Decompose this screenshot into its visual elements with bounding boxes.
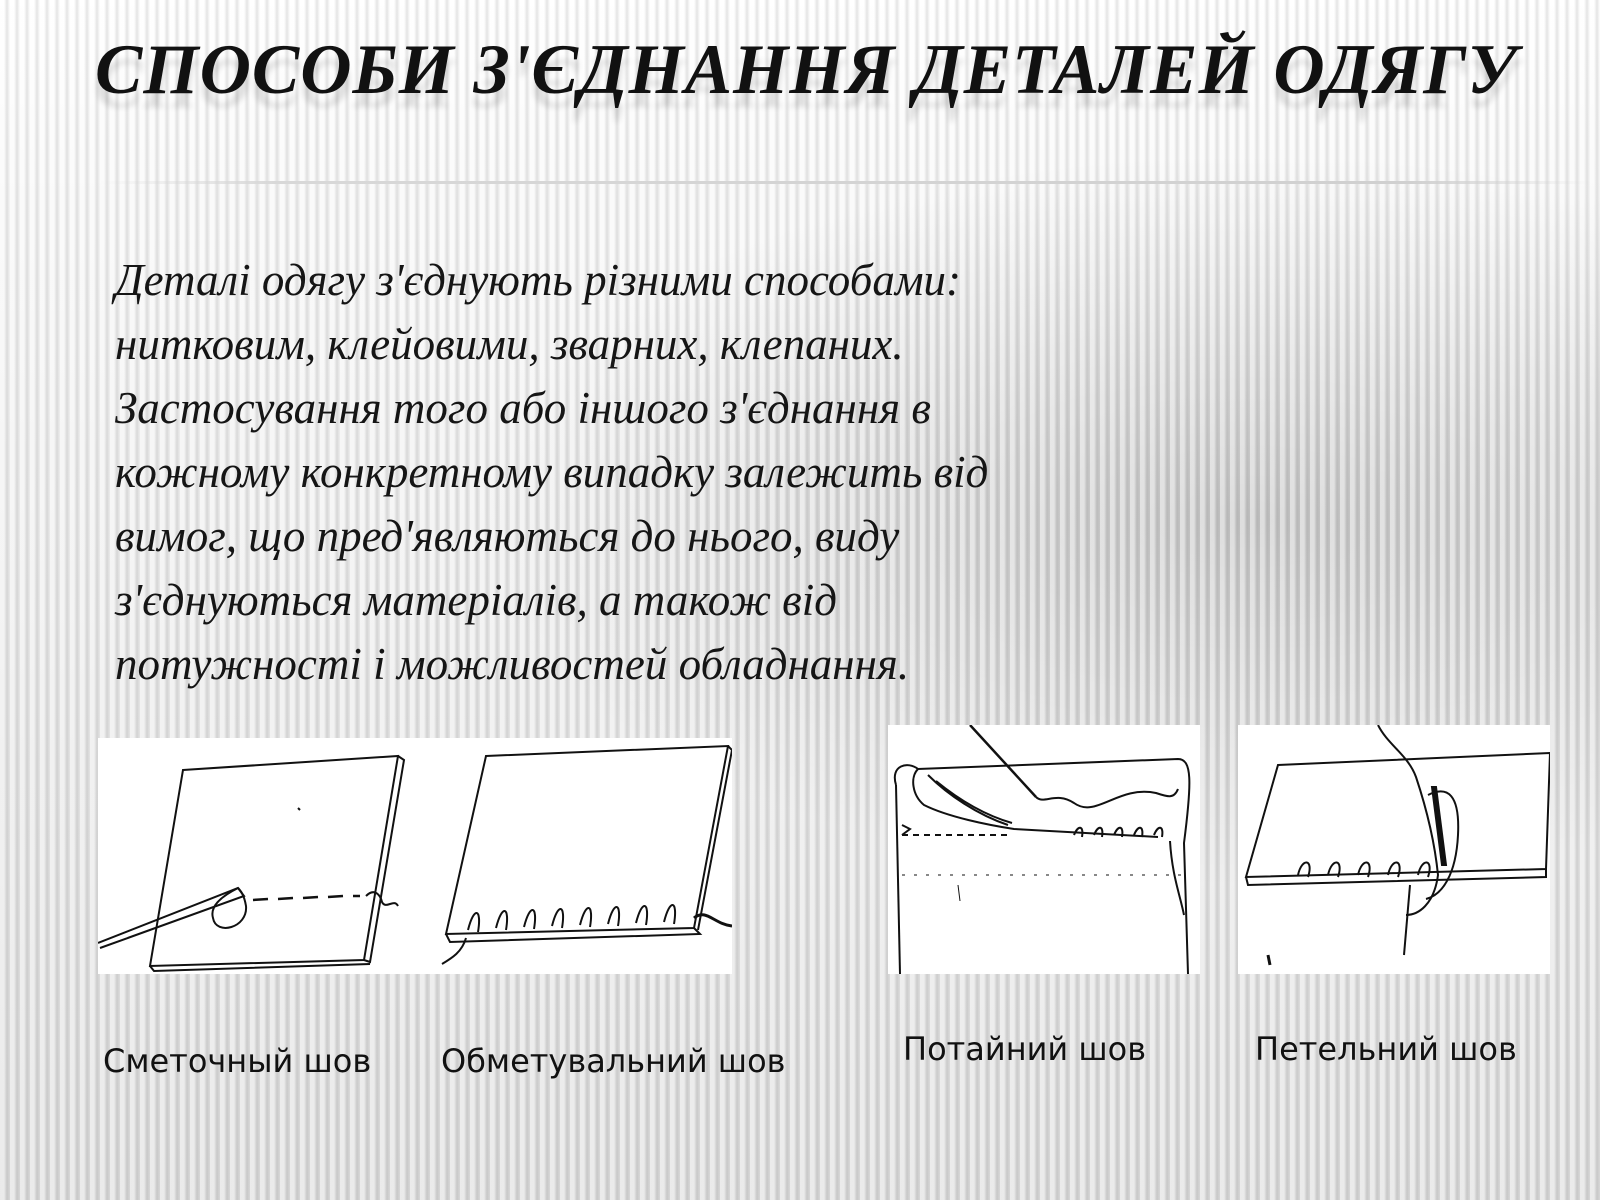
body-line: нитковим, клейовими, зварних, клепаних. [115,319,904,369]
caption-blanket-stitch: Петельний шов [1255,1030,1517,1068]
slide-title: СПОСОБИ З'ЄДНАННЯ ДЕТАЛЕЙ ОДЯГУ [95,31,1518,109]
body-line: потужності і можливостей обладнання. [115,639,910,689]
body-line: з'єднуються матеріалів, а також від [115,575,837,625]
body-line: кожному конкретному випадку залежить від [115,447,989,497]
body-paragraph [115,248,1215,696]
caption-overcasting-stitch: Обметувальний шов [441,1042,786,1080]
title-divider [100,181,1590,184]
blind-stitch-drawing [888,725,1200,974]
body-line: Деталі одягу з'єднують різними способами: [115,255,962,305]
caption-blind-stitch: Потайний шов [903,1030,1147,1068]
blanket-stitch-drawing [1238,725,1550,974]
body-line: Застосування того або іншого з'єднання в [115,383,931,433]
basting-stitch-drawing [98,738,438,974]
overcasting-stitch-drawing [438,738,732,974]
body-line: вимог, що пред'являються до нього, виду [115,511,900,561]
caption-basting-stitch: Сметочный шов [103,1042,372,1080]
